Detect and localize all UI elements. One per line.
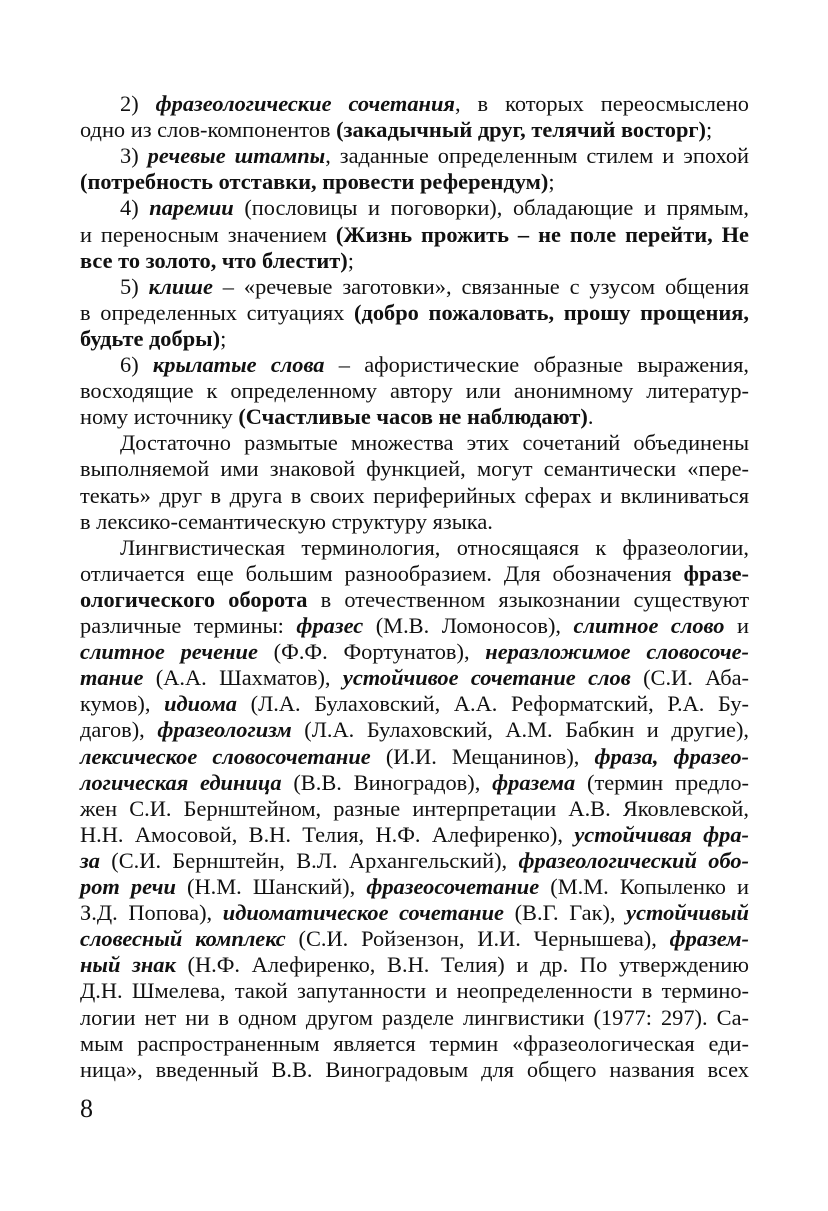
page-number: 8 bbox=[80, 1094, 93, 1123]
term-emphasis: крылатые слова bbox=[152, 352, 325, 377]
text-run: текать» друг в друга в своих периферийных сферах и вклиниваться bbox=[80, 482, 749, 508]
text-line bbox=[80, 848, 749, 874]
text-line bbox=[80, 717, 749, 743]
text-run: (Л.А. Булаховский, А.А. Реформатский, Р.А. Бу- bbox=[236, 691, 749, 717]
text-run: (Л.А. Булаховский, А.М. Бабкин и другие), bbox=[291, 717, 749, 743]
term-emphasis: речевые штампы bbox=[147, 143, 326, 169]
text-line bbox=[80, 561, 749, 587]
text-line bbox=[80, 222, 749, 248]
text-run: в лексико-семантическую структуру языка. bbox=[80, 508, 493, 534]
term-emphasis: фразеологизм bbox=[157, 717, 292, 743]
text-line bbox=[80, 978, 749, 1004]
text-line bbox=[80, 639, 749, 665]
text-run: (В.В. Виноградов), bbox=[281, 769, 493, 795]
text-line bbox=[80, 326, 749, 352]
text-run: восходящие к определенному автору или анонимному литератур- bbox=[80, 378, 749, 404]
text-run: и переносным значением bbox=[80, 221, 336, 247]
text-line bbox=[80, 509, 749, 535]
text-run: выполняемой ими знаковой функцией, могут семантически «пере- bbox=[80, 456, 749, 482]
text-run: З.Д. Попова), bbox=[80, 900, 223, 926]
example-emphasis: (потребность отставки, провести референдум) bbox=[80, 169, 549, 195]
term-emphasis: логическая единица bbox=[80, 769, 282, 795]
text-line bbox=[120, 91, 749, 117]
term-emphasis: клише bbox=[148, 273, 213, 299]
text-run: (М.М. Копыленко и bbox=[539, 874, 749, 899]
text-line bbox=[80, 1005, 749, 1031]
example-emphasis: (Жизнь прожить – не поле перейти, Не bbox=[335, 221, 749, 247]
term-emphasis: идиома bbox=[164, 691, 237, 717]
term-emphasis: фразес bbox=[296, 613, 364, 638]
example-emphasis: (закадычный друг, телячий восторг) bbox=[336, 117, 707, 143]
term-emphasis: устойчивая фра- bbox=[574, 821, 749, 847]
term-emphasis: устойчивый bbox=[626, 900, 749, 926]
text-run: в определенных ситуациях bbox=[80, 299, 355, 325]
example-emphasis: все то золото, что блестит) bbox=[80, 247, 348, 273]
text-line bbox=[80, 378, 749, 404]
example-emphasis: фразе- bbox=[683, 560, 749, 586]
text-line bbox=[80, 169, 749, 195]
text-run: (И.И. Мещанинов), bbox=[370, 743, 595, 769]
text-line bbox=[80, 456, 749, 482]
term-emphasis: тание bbox=[80, 665, 144, 691]
text-run: Лингвистическая терминология, относящаяся к фразеологии, bbox=[120, 534, 749, 560]
text-line bbox=[120, 535, 749, 561]
text-run: отличается еще большим разнообразием. Для обозначения bbox=[80, 560, 684, 586]
text-run: (В.Г. Гак), bbox=[503, 900, 627, 926]
text-line bbox=[80, 1057, 749, 1083]
text-run: ница», введенный В.В. Виноградовым для общего названия всех bbox=[80, 1056, 749, 1082]
example-emphasis: (добро пожаловать, прошу прощения, bbox=[354, 299, 749, 325]
text-line bbox=[80, 404, 749, 430]
text-run: 3) bbox=[120, 143, 148, 169]
text-line bbox=[80, 926, 749, 952]
text-run: (Н.М. Шанский), bbox=[175, 874, 367, 899]
text-run: (термин предло- bbox=[575, 769, 750, 795]
text-run: кумов), bbox=[80, 691, 165, 717]
term-emphasis: неразложимое словосоче- bbox=[485, 639, 750, 665]
term-emphasis: паремии bbox=[149, 195, 234, 221]
text-line bbox=[80, 1031, 749, 1057]
text-line bbox=[80, 691, 749, 717]
text-run: . bbox=[587, 404, 594, 430]
text-line bbox=[80, 874, 749, 900]
text-run: (С.И. Бернштейн, В.Л. Архангельский), bbox=[99, 847, 519, 873]
text-line bbox=[80, 900, 749, 926]
text-run: (Н.Ф. Алефиренко, В.Н. Телия) и др. По утверждению bbox=[175, 952, 749, 978]
text-run: одно из слов-компонентов bbox=[80, 117, 337, 143]
text-run: ; bbox=[347, 247, 354, 273]
text-line bbox=[120, 143, 749, 169]
text-line bbox=[120, 352, 749, 378]
text-run: (М.В. Ломоносов), bbox=[363, 613, 574, 638]
text-line bbox=[80, 796, 749, 822]
example-emphasis: ологического оборота bbox=[80, 586, 308, 612]
example-emphasis: будьте добры) bbox=[80, 325, 221, 351]
term-emphasis: фразеологический обо- bbox=[518, 847, 750, 873]
text-line bbox=[80, 248, 749, 274]
text-run: и bbox=[724, 613, 749, 638]
term-emphasis: фразема bbox=[492, 769, 576, 795]
term-emphasis: слитное слово bbox=[573, 613, 725, 638]
text-run: Достаточно размытые множества этих сочетаний объединены bbox=[120, 430, 749, 456]
text-run: дагов), bbox=[80, 717, 158, 743]
text-run: ; bbox=[548, 169, 555, 195]
text-run: , в которых переосмыслено bbox=[454, 91, 749, 116]
text-line bbox=[80, 952, 749, 978]
text-run: (С.И. Ройзензон, И.И. Чернышева), bbox=[285, 926, 670, 952]
term-emphasis: лексическое словосочетание bbox=[80, 743, 371, 769]
text-line bbox=[80, 483, 749, 509]
term-emphasis: слитное речение bbox=[80, 639, 258, 665]
text-run: – афористические образные выражения, bbox=[324, 352, 750, 377]
text-run: логии нет ни в одном другом разделе лингвистики (1977: 297). Са- bbox=[80, 1004, 749, 1030]
text-run: , заданные определенным стилем и эпохой bbox=[325, 143, 750, 169]
text-line bbox=[80, 665, 749, 691]
text-line bbox=[80, 613, 749, 639]
text-run: (А.А. Шахматов), bbox=[143, 665, 343, 691]
text-run: жен С.И. Бернштейном, разные интерпретации А.В. Яковлевской, bbox=[80, 795, 749, 821]
text-run: мым распространенным является термин «фразеологическая еди- bbox=[80, 1030, 749, 1056]
text-run: ; bbox=[220, 325, 227, 351]
text-line bbox=[80, 300, 749, 326]
text-run: 2) bbox=[120, 91, 156, 116]
text-run: 6) bbox=[120, 352, 153, 377]
text-run: 5) bbox=[120, 273, 149, 299]
text-line bbox=[120, 274, 749, 300]
text-run: (Ф.Ф. Фортунатов), bbox=[257, 639, 486, 665]
text-run: Д.Н. Шмелева, такой запутанности и неопределенности в термино- bbox=[80, 978, 749, 1004]
text-run: ; bbox=[706, 117, 713, 143]
text-run: (пословицы и поговорки), обладающие и прямым, bbox=[233, 195, 749, 221]
text-run: – «речевые заготовки», связанные с узусом общения bbox=[212, 273, 749, 299]
term-emphasis: ный знак bbox=[80, 952, 176, 978]
term-emphasis: фразеосочетание bbox=[366, 874, 540, 899]
text-line bbox=[80, 587, 749, 613]
text-run: в отечественном языкознании существуют bbox=[307, 586, 749, 612]
text-run: различные термины: bbox=[80, 613, 297, 638]
text-run: (С.И. Аба- bbox=[630, 665, 749, 691]
term-emphasis: фраза, фразео- bbox=[594, 743, 749, 769]
text-run: 4) bbox=[120, 195, 150, 221]
term-emphasis: словесный комплекс bbox=[80, 926, 286, 952]
term-emphasis: рот речи bbox=[80, 874, 176, 899]
text-run: Н.Н. Амосовой, В.Н. Телия, Н.Ф. Алефиренко), bbox=[80, 821, 575, 847]
text-line bbox=[80, 117, 749, 143]
term-emphasis: устойчивое сочетание слов bbox=[342, 665, 631, 691]
term-emphasis: фразем- bbox=[669, 926, 749, 952]
text-run: ному источнику bbox=[80, 404, 239, 430]
term-emphasis: идиоматическое сочетание bbox=[222, 900, 504, 926]
text-line bbox=[80, 744, 749, 770]
text-line bbox=[120, 195, 749, 221]
term-emphasis: фразеологические сочетания bbox=[155, 91, 455, 116]
example-emphasis: (Счастливые часов не наблюдают) bbox=[238, 404, 588, 430]
text-line bbox=[80, 770, 749, 796]
text-line bbox=[120, 430, 749, 456]
term-emphasis: за bbox=[80, 847, 100, 873]
text-line bbox=[80, 822, 749, 848]
